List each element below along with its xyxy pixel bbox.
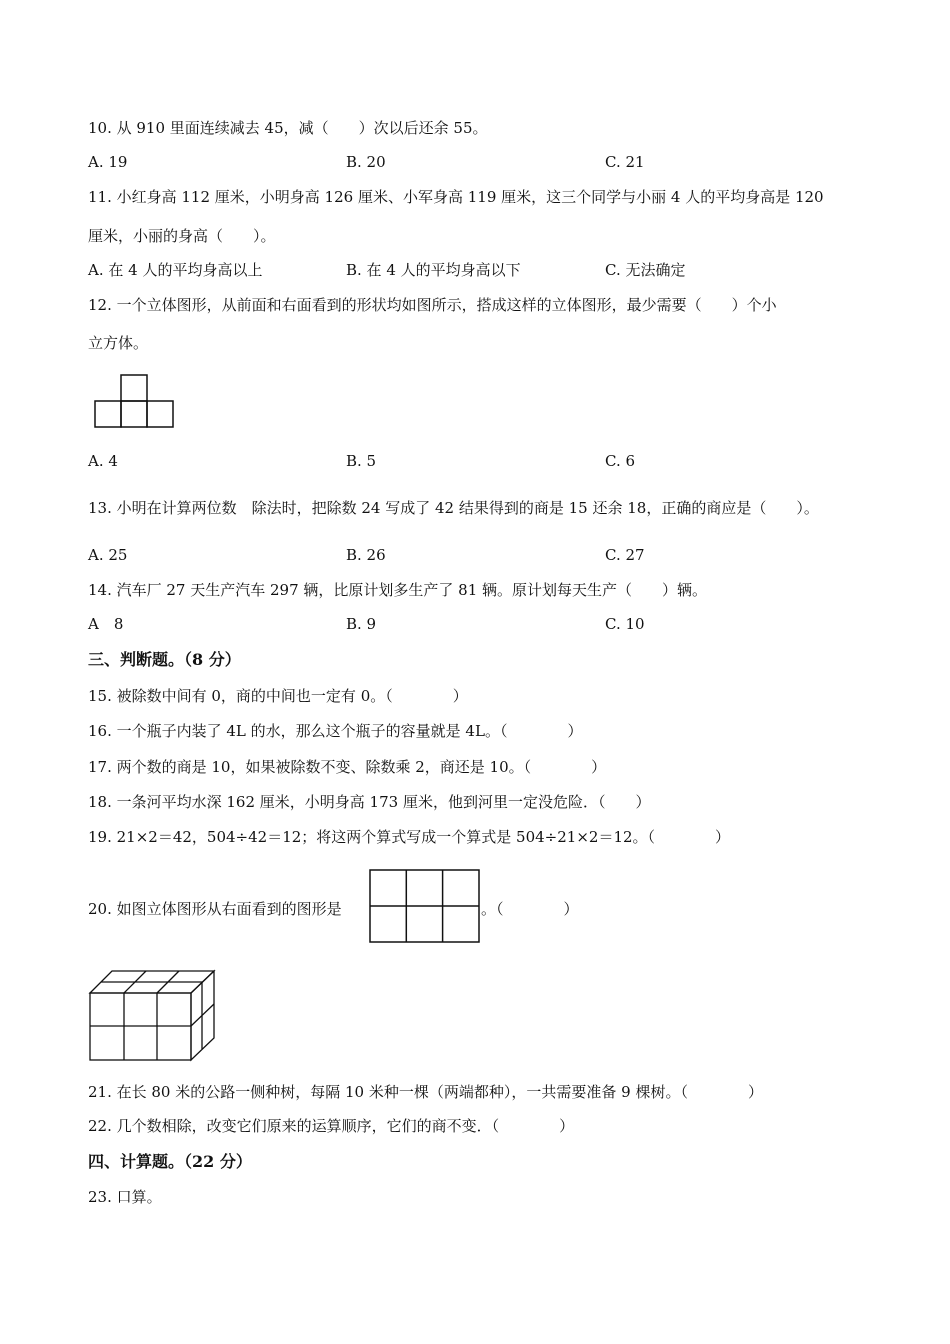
q17-statement: 17. 两个数的商是 10，如果被除数不变、除数乘 2，商还是 10。（ ） — [88, 758, 607, 776]
q21-statement: 21. 在长 80 米的公路一侧种树，每隔 10 米种一棵（两端都种），一共需要准备 9 棵树。（ ） — [88, 1083, 763, 1101]
q12-option-c: C. 6 — [605, 452, 636, 470]
q10-stem: 10. 从 910 里面连续减去 45，减（ ）次以后还余 55。 — [88, 119, 488, 137]
q20-statement-start: 20. 如图立体图形从右面看到的图形是 — [88, 900, 342, 918]
q10-option-a: A. 19 — [88, 153, 128, 171]
q12-view-figure — [94, 373, 176, 429]
q12-option-a: A. 4 — [88, 452, 118, 470]
q11-option-a: A. 在 4 人的平均身高以上 — [88, 261, 263, 279]
q14-option-b: B. 9 — [346, 615, 377, 633]
q13-stem: 13. 小明在计算两位数 除法时，把除数 24 写成了 42 结果得到的商是 15 还余 18，正确的商应是（ ）。 — [88, 499, 819, 517]
q14-option-c: C. 10 — [605, 615, 645, 633]
q13-option-c: C. 27 — [605, 546, 645, 564]
q20-solid-figure — [86, 968, 220, 1064]
section-4-heading: 四、计算题。（22 分） — [88, 1152, 252, 1171]
q12-option-b: B. 5 — [346, 452, 377, 470]
q11-option-c: C. 无法确定 — [605, 261, 686, 279]
q13-option-a: A. 25 — [88, 546, 128, 564]
q20-statement-end: 。（ ） — [481, 900, 579, 918]
q12-stem-line1: 12. 一个立体图形，从前面和右面看到的形状均如图所示，搭成这样的立体图形，最少需要（ ）个小 — [88, 296, 777, 314]
q23-stem: 23. 口算。 — [88, 1188, 162, 1206]
q18-statement: 18. 一条河平均水深 162 厘米，小明身高 173 厘米，他到河里一定没危险．（ ） — [88, 793, 651, 811]
q22-statement: 22. 几个数相除，改变它们原来的运算顺序，它们的商不变．（ ） — [88, 1117, 575, 1135]
q14-option-a: A 8 — [88, 615, 124, 633]
q16-statement: 16. 一个瓶子内装了 4L 的水，那么这个瓶子的容量就是 4L。（ ） — [88, 722, 583, 740]
q10-option-b: B. 20 — [346, 153, 386, 171]
q10-option-c: C. 21 — [605, 153, 645, 171]
q12-stem-line2: 立方体。 — [88, 334, 149, 352]
q11-stem-line2: 厘米，小丽的身高（ ）。 — [88, 227, 276, 245]
section-3-heading: 三、判断题。（8 分） — [88, 650, 241, 669]
q20-right-view-grid — [369, 869, 481, 945]
q19-statement: 19. 21×2＝42，504÷42＝12；将这两个算式写成一个算式是 504÷21×2＝12。（ ） — [88, 828, 731, 846]
q15-statement: 15. 被除数中间有 0，商的中间也一定有 0。（ ） — [88, 687, 468, 705]
q11-option-b: B. 在 4 人的平均身高以下 — [346, 261, 521, 279]
q11-stem-line1: 11. 小红身高 112 厘米，小明身高 126 厘米、小军身高 119 厘米，这三个同学与小丽 4 人的平均身高是 120 — [88, 188, 824, 206]
q13-option-b: B. 26 — [346, 546, 386, 564]
q14-stem: 14. 汽车厂 27 天生产汽车 297 辆，比原计划多生产了 81 辆。原计划每天生产（ ）辆。 — [88, 581, 708, 599]
